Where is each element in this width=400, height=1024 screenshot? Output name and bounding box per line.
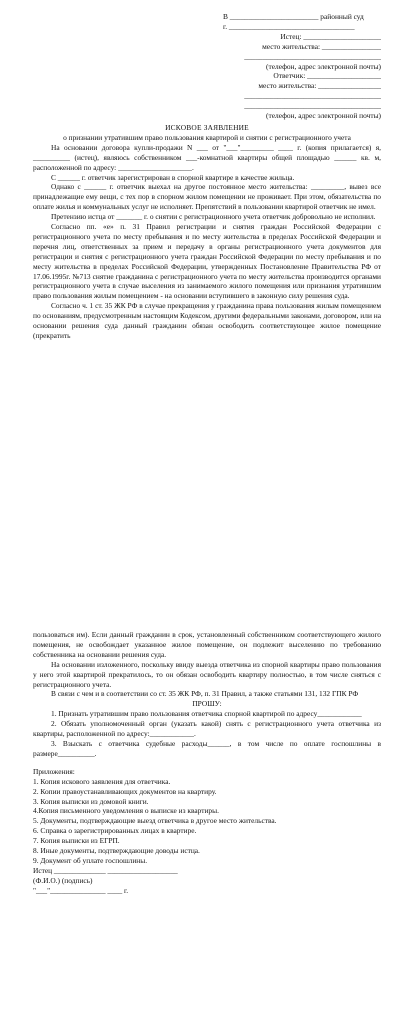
plaintiff-address-field: место жительства: ________________ <box>262 41 381 51</box>
attachment-item: 2. Копии правоустанавливающих документов на квартиру. <box>33 786 217 796</box>
attachment-item: 9. Документ об уплате госпошлины. <box>33 855 148 865</box>
body-paragraph: С ______ г. ответчик зарегистрирован в спорной квартире в качестве жильца. <box>51 172 295 182</box>
attachments-heading: Приложения: <box>33 766 75 776</box>
body-paragraph: Согласно ч. 1 ст. 35 ЖК РФ в случае прекращения у гражданина права пользования жилым помещением по основаниям, предусмотренным настоящим Кодексом, другими федеральными законами, договором, или на основании решения суда данный гражданин обязан освободить соответствующее жилое помещение (прекратить <box>33 301 381 340</box>
page-2-content <box>33 630 381 896</box>
request-item: 3. Взыскать с ответчика судебные расходы______, в том числе по оплате госпошлины в размере__________. <box>33 738 381 758</box>
attachment-item: 3. Копия выписки из домовой книги. <box>33 796 149 806</box>
claim-header <box>223 12 381 121</box>
signature-line: Истец ______________ ___________________ <box>33 865 178 875</box>
plaintiff-contacts-caption: (телефон, адрес электронной почты) <box>266 61 381 71</box>
body-paragraph: Претензию истца от _______ г. о снятии с регистрационного учета ответчик добровольно не исполнил. <box>51 212 376 222</box>
document-subtitle: о признании утратившим право пользования квартирой и снятии с регистрационного учета <box>63 132 351 142</box>
attachment-item: 4.Копия письменного уведомления о выписке из квартиры. <box>33 806 219 816</box>
signature-date: "___"_______________ ____ г. <box>33 885 129 895</box>
body-paragraph: В связи с чем и в соответствии со ст. 35 ЖК РФ, п. 31 Правил, а также статьями 131, 132 ГПК РФ <box>51 689 359 699</box>
request-item: 1. Признать утратившим право пользования ответчика спорной квартирой по адресу____________ <box>51 709 362 719</box>
page-1-content <box>33 12 381 341</box>
defendant-address-field: место жительства: _________________ <box>258 81 381 91</box>
document-page-2 <box>0 612 400 1024</box>
court-field: В ________________________ районный суд <box>223 12 364 21</box>
document-title: ИСКОВОЕ ЗАЯВЛЕНИЕ <box>165 122 249 132</box>
request-heading: ПРОШУ: <box>192 699 222 709</box>
attachment-item: 1. Копия искового заявления для ответчика. <box>33 776 171 786</box>
defendant-field: Ответчик: ____________________ <box>273 71 381 81</box>
body-paragraph: На основании изложенного, поскольку ввиду выезда ответчика из спорной квартиры право пользования у него этой квартирой прекратилось, то он обязан освободить квартиру полностью, в том числе сняться с регистрационного учета. <box>33 659 381 689</box>
plaintiff-blank-line: _____________________________________ <box>244 51 381 61</box>
body-paragraph: На основании договора купли-продажи N ___ от "___"_________ ____ г. (копия прилагается) я, __________ (истец), являюсь собственником ___-комнатной квартиры общей площадью ______ кв. м, расположенной по адресу: ____________________. <box>33 142 381 172</box>
body-paragraph: Однако с ______ г. ответчик выехал на другое постоянное место жительства: _________, вывез все принадлежащие ему вещи, с тех пор в спорном жилом помещении не проживает. При этом, обязательства по оплате жилья и коммунальных услуг не исполняет. Препятствий в пользовании квартирой ответчик не имел. <box>33 182 381 212</box>
attachment-item: 6. Справка о зарегистрированных лицах в квартире. <box>33 826 197 836</box>
defendant-blank-line-2: _____________________________________ <box>244 101 381 111</box>
plaintiff-field: Истец: _____________________ <box>280 31 381 41</box>
attachment-item: 7. Копия выписки из ЕГРП. <box>33 836 120 846</box>
defendant-blank-line-1: _____________________________________ <box>244 91 381 101</box>
court-city-field: г. __________________________________ <box>223 21 355 31</box>
attachment-item: 5. Документы, подтверждающие выезд ответчика в другое место жительства. <box>33 816 277 826</box>
page-break <box>0 560 400 612</box>
defendant-contacts-caption: (телефон, адрес электронной почты) <box>266 111 381 121</box>
body-paragraph: пользоваться им). Если данный гражданин в срок, установленный собственником соответствующего жилого помещения, не освобождает указанное жилое помещение, он подлежит выселению по требованию собственника на основании решения суда. <box>33 630 381 659</box>
body-paragraph: Согласно пп. «е» п. 31 Правил регистрации и снятия граждан Российской Федерации с регистрационного учета по месту пребывания и по месту жительства в пределах Российской Федерации и перечня лиц, ответственных за прием и передачу в органы регистрационного учета документов для регистрации и снятия с регистрационного учета граждан Российской Федерации по месту пребывания и по месту жительства в пределах Российской Федерации, утвержденных Постановление Правительства РФ от 17.06.1995г. №713 снятие гражданина с регистрационного учета по месту жительства производится органами регистрационного учета в случае выселения из занимаемого жилого помещения или признания утратившим право пользования жилым помещением - на основании вступившего в законную силу решения суда. <box>33 222 381 301</box>
attachment-item: 8. Иные документы, подтверждающие доводы истца. <box>33 846 200 856</box>
signature-caption: (Ф.И.О.) (подпись) <box>33 875 93 885</box>
request-item: 2. Обязать уполномоченный орган (указать какой) снять с регистрационного учета ответчика из квартиры, расположенной по адресу:____________. <box>33 719 381 739</box>
